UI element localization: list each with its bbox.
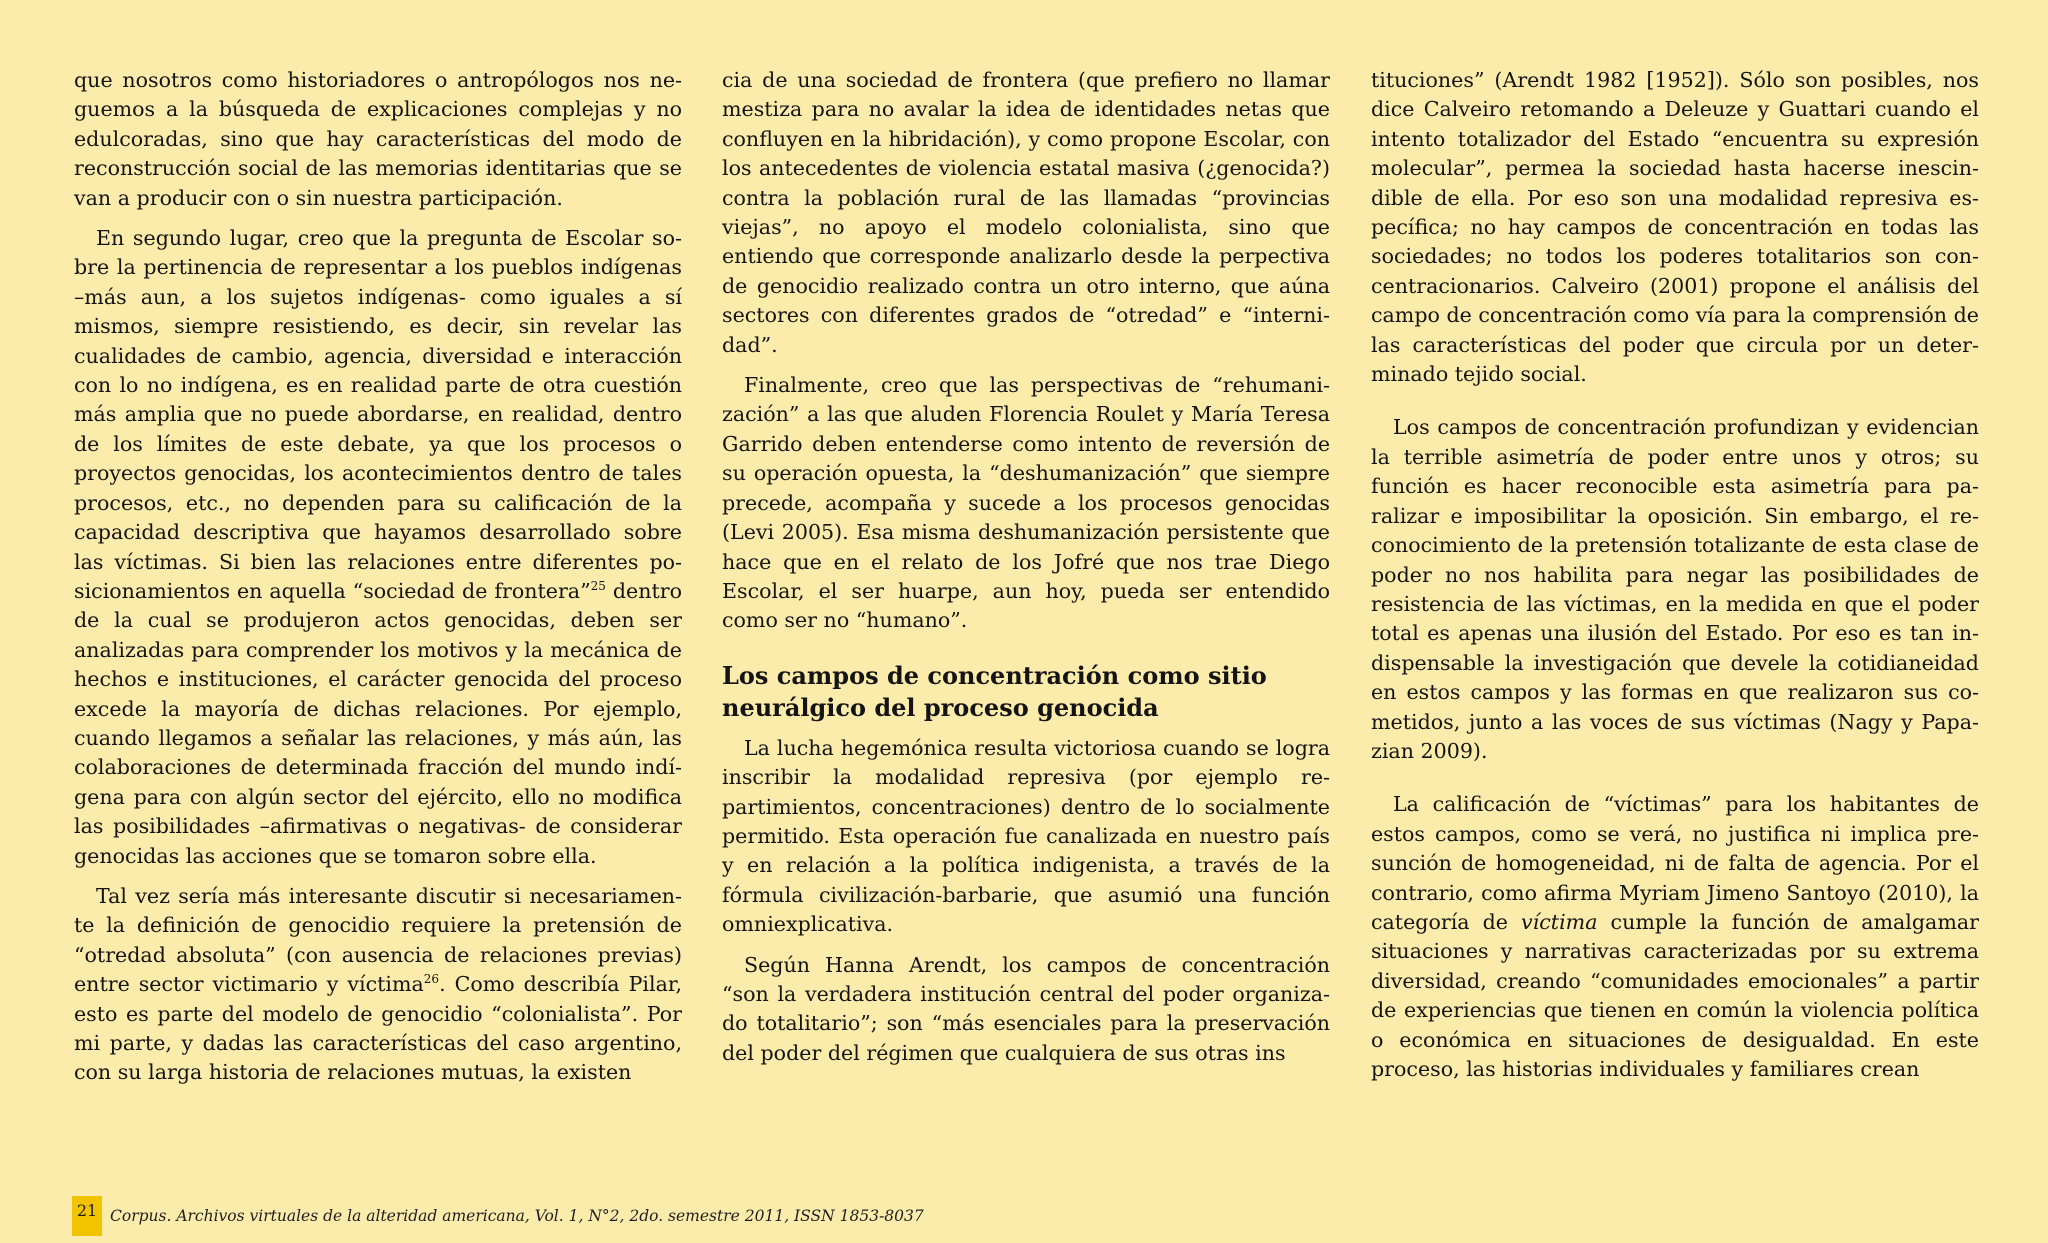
page-footer — [72, 1200, 924, 1232]
footnote-ref[interactable]: 26 — [423, 972, 440, 987]
footnote-ref[interactable]: 25 — [590, 579, 606, 594]
paragraph: Finalmente, creo que las perspectivas de “rehumanización” a las que aluden Florencia Roulet y María Teresa Garrido deben entenderse como intento de reversión de su operación opuesta, la “deshumanización” que siempre precede, acompaña y sucede a los procesos genocidas (Levi 2005). Esa misma deshumanización persistente que hace que en el relato de los Jofré que nos trae Diego Escolar, el ser huarpe, aun hoy, pueda ser entendido como ser no “humano”. — [722, 373, 1330, 633]
page-number: 21 — [72, 1196, 102, 1236]
section-heading: Los campos de concentración como sitio neurálgico del proceso genocida — [722, 660, 1267, 722]
paragraph: La lucha hegemónica resulta victoriosa cuando se logra inscribir la modalidad represiva (por ejemplo repartimientos, concentraciones) dentro de lo socialmente permitido. Esta operación fue canalizada en nuestro país y en relación a la política indigenista, a través de la fórmula civilización-barbarie, que asumió una función omniexplicativa. — [722, 735, 1330, 937]
text-column-right — [1371, 66, 1979, 1095]
paragraph: Tal vez sería más interesante discutir si necesariamente la definición de genocidio requiere la pretensión de “otredad absoluta” (con ausencia de relaciones previas) entre sector victimario y víctima$^{26}$. Como describía Pilar, esto es parte del modelo de genocidio “colonialista”. Por mi parte, y dadas las características del caso argentino, con su larga historia de relaciones mutuas, la existen — [74, 883, 682, 1085]
paragraph: que nosotros como historiadores o antropólogos nos neguemos a la búsqueda de explicaciones complejas y no edulcoradas, sino que hay características del modo de reconstrucción social de las memorias identitarias que se van a producir con o sin nuestra participación. — [74, 68, 682, 210]
paragraph: La calificación de “víctimas” para los habitantes de estos campos, como se verá, no justifica ni implica presunción de homogeneidad, ni de falta de agencia. Por el contrario, como afirma Myriam Jimeno Santoyo (2010), la categoría de víctima cumple la función de amalgamar situaciones y narrativas caracterizadas por su extrema diversidad, creando “comunidades emocionales” a partir de experiencias que tienen en común la violencia política o económica en situaciones de desigualdad. En este proceso, las historias individuales y familiares crean — [1371, 792, 1979, 1081]
paragraph: Según Hanna Arendt, los campos de concentración “son la verdadera institución central del poder organizado totalitario”; son “más esenciales para la preservación del poder del régimen que cualquiera de sus otras ins — [722, 952, 1330, 1065]
paragraph: En segundo lugar, creo que la pregunta de Escolar sobre la pertinencia de representar a los pueblos indígenas –más aun, a los sujetos indígenas- como iguales a sí mismos, siempre resistiendo, es decir, sin revelar las cualidades de cambio, agencia, diversidad e interacción con lo no indígena, es en realidad parte de otra cuestión más amplia que no puede abordarse, en realidad, dentro de los límites de este debate, ya que los procesos o proyectos genocidas, los acontecimientos dentro de tales procesos, etc., no dependen para su calificación de la capacidad descriptiva que hayamos desarrollado sobre las víctimas. Si bien las relaciones entre diferentes posicionamientos en aquella “sociedad de frontera”$^{25}$ dentro de la cual se produjeron actos genocidas, deben ser analizadas para comprender los motivos y la mecánica de hechos e instituciones, el carácter genocida del proceso excede la mayoría de dichas relaciones. Por ejemplo, cuando llegamos a señalar las relaciones, y más aún, las colaboraciones de determinada fracción del mundo indígena para con algún sector del ejército, ello no modifica las posibilidades –afirmativas o negativas- de considerar genocidas las acciones que se tomaron sobre ella. — [74, 226, 683, 868]
emphasis: víctima — [1521, 909, 1598, 934]
paragraph: Los campos de concentración profundizan y evidencian la terrible asimetría de poder entre unos y otros; su función es hacer reconocible esta asimetría para paralizar e imposibilitar la oposición. Sin embargo, el reconocimiento de la pretensión totalizante de esta clase de poder no nos habilita para negar las posibilidades de resistencia de las víctimas, en la medida en que el poder total es apenas una ilusión del Estado. Por eso es tan indispensable la investigación que devele la cotidianeidad en estos campos y las formas en que realizaron sus cometidos, junto a las voces de sus víctimas (Nagy y Papazian 2009). — [1371, 415, 1979, 763]
text-column-left — [74, 66, 682, 1099]
journal-citation: Corpus. Archivos virtuales de la alteridad americana, Vol. 1, N°2, 2do. semestre 2011, ISSN 1853-8037 — [110, 1207, 924, 1225]
paragraph: tituciones” (Arendt 1982 [1952]). Sólo son posibles, nos dice Calveiro retomando a Deleuze y Guattari cuando el intento totalizador del Estado “encuentra su expresión molecular”, permea la sociedad hasta hacerse inescindible de ella. Por eso son una modalidad represiva específica; no hay campos de concentración en todas las sociedades; no todos los poderes totalitarios son concentracionarios. Calveiro (2001) propone el análisis del campo de concentración como vía para la comprensión de las características del poder que circula por un determinado tejido social. — [1371, 68, 1979, 387]
paragraph: cia de una sociedad de frontera (que prefiero no llamar mestiza para no avalar la idea de identidades netas que confluyen en la hibridación), y como propone Escolar, con los antecedentes de violencia estatal masiva (¿genocida?) contra la población rural de las llamadas “provincias viejas”, no apoyo el modelo colonialista, sino que entiendo que corresponde analizarlo desde la perpectiva de genocidio realizado contra un otro interno, que aúna sectores con diferentes grados de “otredad” e “internidad”. — [722, 68, 1330, 357]
text-column-middle — [722, 66, 1330, 1079]
